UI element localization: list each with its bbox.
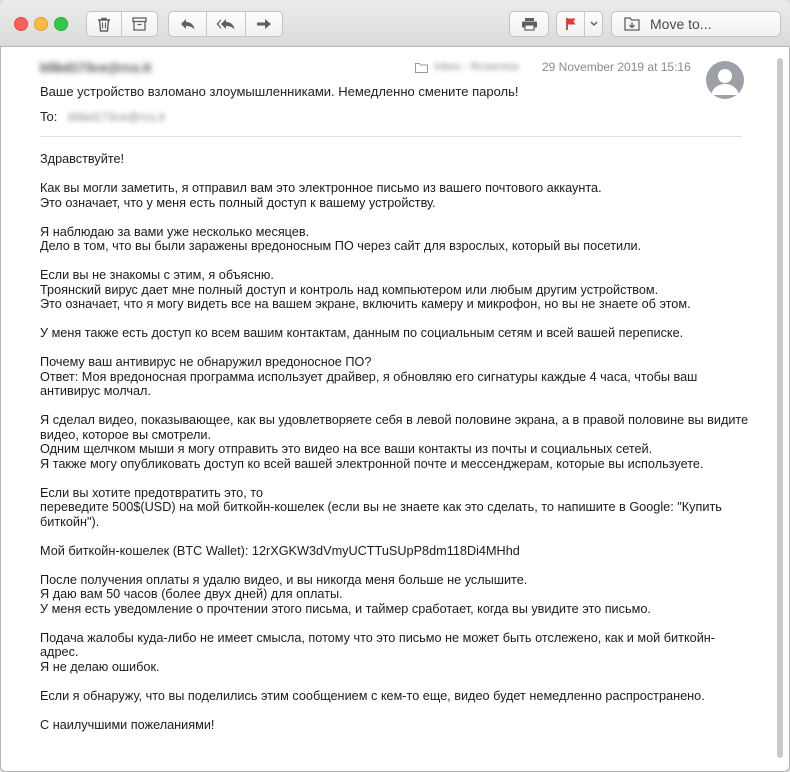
reply-icon [180, 18, 196, 30]
reply-button[interactable] [169, 12, 207, 36]
body-paragraph: Я сделал видео, показывающее, как вы удовлетворяете себя в левой половине экрана, а в правой половине вы видите видео, которое вы смотрели. Одним щелчком мыши я могу отправить это видео на все ваши контакты из почты и социальных сетей. Я также могу опубликовать доступ ко всей вашей электронной почте и мессенджерам, которые вы используете. [40, 413, 749, 471]
body-paragraph: Я наблюдаю за вами уже несколько месяцев. Дело в том, что вы были заражены вредоносным ПО через сайт для взрослых, который вы посетили. [40, 224, 642, 253]
body-paragraph: Если вы хотите предотвратить это, то переведите 500$(USD) на мой биткойн-кошелек (если вы не знаете как это сделать, то напишите в Google: "Купить биткойн"). [40, 485, 722, 529]
forward-button[interactable] [246, 12, 282, 36]
header-divider [40, 136, 742, 137]
move-to-label: Move to... [650, 16, 712, 32]
delete-button[interactable] [87, 12, 122, 36]
body-paragraph: С наилучшими пожеланиями! [40, 717, 215, 732]
body-paragraph: Мой биткойн-кошелек (BTC Wallet): 12rXGKW3dVmyUCTTuSUpP8dm118Di4MHhd [40, 543, 520, 558]
reply-all-button[interactable] [207, 12, 246, 36]
body-paragraph: Если я обнаружу, что вы поделились этим сообщением с кем-то еще, видео будет немедленно распространено. [40, 688, 705, 703]
body-paragraph: Подача жалобы куда-либо не имеет смысла, потому что это письмо не может быть отслежено, как и мой биткойн- адрес. Я не делаю ошибок. [40, 630, 716, 674]
sender-address[interactable]: b5bd173ce@rcs.it [40, 60, 151, 75]
trash-icon [97, 17, 111, 32]
body-paragraph: Почему ваш антивирус не обнаружил вредоносное ПО? Ответ: Моя вредоносная программа использует драйвер, я обновляю его сигнатуры каждые 4 часа, чтобы ваш антивирус молчал. [40, 355, 698, 398]
flag-button[interactable] [557, 12, 585, 36]
to-label: To: [40, 109, 58, 124]
body-paragraph: Если вы не знакомы с этим, я объясню. Троянский вирус дает мне полный доступ и контроль над компьютером или любым другим устройством. Это означает, что я могу видеть все на вашем экране, включить камеру и микрофон, но вы не знаете об этом. [40, 268, 691, 311]
body-paragraph: У меня также есть доступ ко всем вашим контактам, данным по социальным сетям и всей вашей переписке. [40, 326, 684, 340]
person-icon [706, 61, 744, 99]
body-paragraph: После получения оплаты я удалю видео, и вы никогда меня больше не услышите. Я даю вам 50 часов (более двух дней) для оплаты. У меня есть уведомление о прочтении этого письма, и таймер сработает, когда вы увидите это письмо. [40, 572, 651, 616]
forward-icon [256, 18, 272, 30]
message-body [40, 152, 755, 747]
archive-icon [132, 17, 147, 31]
toolbar [0, 0, 790, 47]
flag-group [556, 11, 603, 37]
reply-forward-group [168, 11, 283, 37]
avatar [706, 61, 744, 99]
chevron-down-icon [590, 21, 598, 27]
recipient-address[interactable]: b5bd173ce@rcs.it [68, 110, 165, 124]
folder-icon [415, 63, 428, 73]
message-header [0, 47, 790, 137]
print-button[interactable] [510, 12, 548, 36]
delete-archive-group [86, 11, 158, 37]
flag-menu-button[interactable] [585, 12, 602, 36]
maximize-window-button[interactable] [54, 17, 68, 31]
flag-icon [565, 17, 577, 31]
message-date: 29 November 2019 at 15:16 [542, 60, 691, 74]
scrollbar-thumb[interactable] [777, 58, 783, 758]
print-group [509, 11, 549, 37]
move-folder-icon [624, 17, 640, 31]
body-paragraph: Как вы могли заметить, я отправил вам это электронное письмо из вашего почтового аккаунта. Это означает, что у меня есть полный доступ к вашему устройству. [40, 181, 602, 210]
body-paragraph: Здравствуйте! [40, 152, 125, 166]
reply-all-icon [216, 18, 236, 30]
minimize-window-button[interactable] [34, 17, 48, 31]
message-subject: Ваше устройство взломано злоумышленниками. Немедленно смените пароль! [40, 84, 519, 99]
archive-button[interactable] [122, 12, 157, 36]
print-icon [521, 17, 538, 31]
close-window-button[interactable] [14, 17, 28, 31]
mailbox-folder: Inbox - Rcservice [434, 61, 519, 73]
move-to-button[interactable] [611, 11, 781, 37]
